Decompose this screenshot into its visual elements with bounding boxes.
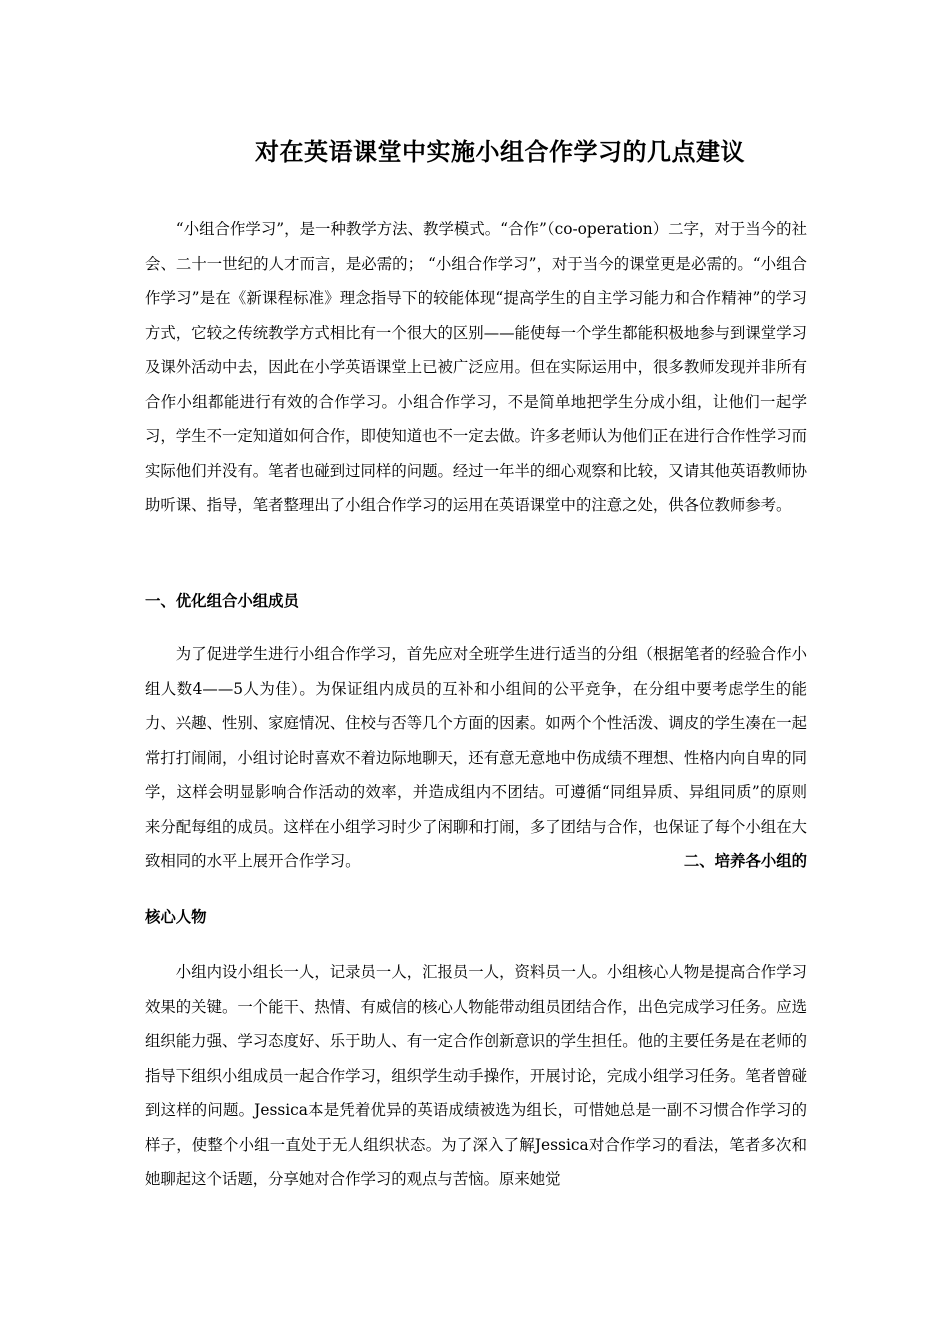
document-title: 对在英语课堂中实施小组合作学习的几点建议 [255, 138, 745, 166]
section-heading-2-part2: 核心人物 [145, 908, 207, 926]
section1-paragraph [145, 637, 807, 879]
section2-paragraph: 小组内设小组长一人，记录员一人，汇报员一人，资料员一人。小组核心人物是提高合作学习效果的关键。一个能干、热情、有威信的核心人物能带动组员团结合作，出色完成学习任务。应选组织能力强、学习态度好、乐于助人、有一定合作创新意识的学生担任。他的主要任务是在老师的指导下组织小组成员一起合作学习，组织学生动手操作，开展讨论，完成小组学习任务。笔者曾碰到这样的问题。Jessica本是凭着优异的英语成绩被选为组长，可惜她总是一副不习惯合作学习的样子，使整个小组一直处于无人组织状态。为了深入了解Jessica对合作学习的看法，笔者多次和她聊起这个话题，分享她对合作学习的观点与苦恼。原来她觉 [145, 963, 807, 1188]
section1-body: 为了促进学生进行小组合作学习，首先应对全班学生进行适当的分组（根据笔者的经验合作小组人数4——5人为佳）。为保证组内成员的互补和小组间的公平竞争，在分组中要考虑学生的能力、兴趣、性别、家庭情况、住校与否等几个方面的因素。如两个个性活泼、调皮的学生凑在一起常打打闹闹，小组讨论时喜欢不着边际地聊天，还有意无意地中伤成绩不理想、性格内向自卑的同学，这样会明显影响合作活动的效率，并造成组内不团结。可遵循“同组异质、异组同质”的原则来分配每组的成员。这样在小组学习时少了闲聊和打闹，多了团结与合作，也保证了每个小组在大致相同的水平上展开合作学习。 [145, 645, 807, 870]
section2-paragraph-block [145, 955, 807, 1197]
intro-paragraph-block [145, 212, 807, 523]
section-heading-2-part1: 二、培养各小组的 [683, 852, 807, 870]
section1-paragraph-block [145, 637, 807, 879]
intro-paragraph: “小组合作学习”，是一种教学方法、教学模式。“合作”（co-operation）二字，对于当今的社会、二十一世纪的人才而言，是必需的； “小组合作学习”，对于当今的课堂更是必需的。“小组合作学习”是在《新课程标准》理念指导下的较能体现“提高学生的自主学习能力和合作精神”的学习方式，它较之传统教学方式相比有一个很大的区别——能使每一个学生都能积极地参与到课堂学习及课外活动中去，因此在小学英语课堂上已被广泛应用。但在实际运用中，很多教师发现并非所有合作小组都能进行有效的合作学习。小组合作学习，不是简单地把学生分成小组，让他们一起学习，学生不一定知道如何合作，即使知道也不一定去做。许多老师认为他们正在进行合作性学习而实际他们并没有。笔者也碰到过同样的问题。经过一年半的细心观察和比较，又请其他英语教师协助听课、指导，笔者整理出了小组合作学习的运用在英语课堂中的注意之处，供各位教师参考。 [145, 220, 807, 514]
section-heading-1: 一、优化组合小组成员 [145, 592, 299, 610]
